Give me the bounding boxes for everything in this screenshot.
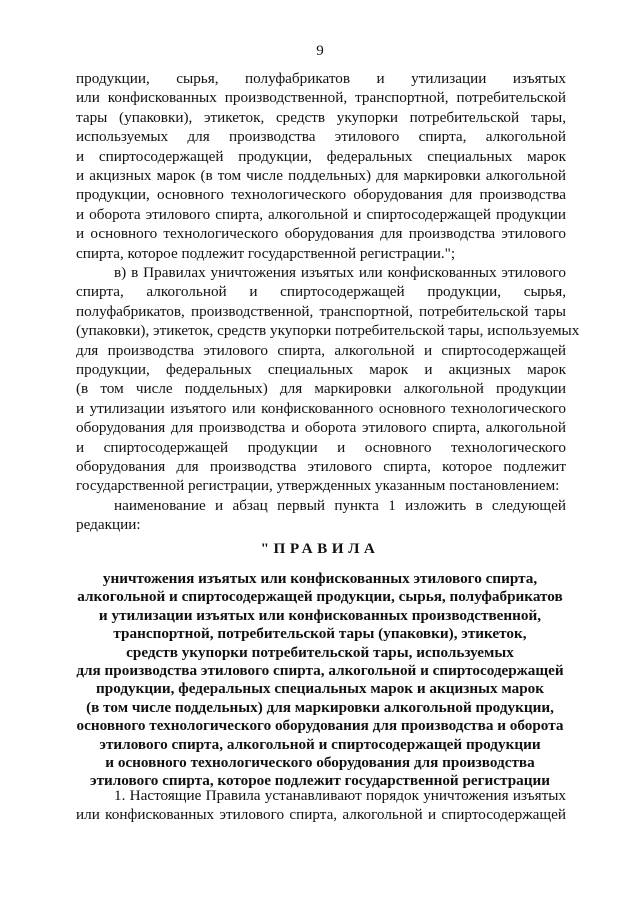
heading-line: алкогольной и спиртосодержащей продукции, сырья, полуфабрикатов xyxy=(77,588,563,606)
heading-line: (в том числе поддельных) для маркировки алкогольной продукции, xyxy=(86,698,554,716)
text-line: или конфискованных этилового спирта, алкогольной и спиртосодержащей xyxy=(76,806,566,824)
heading-line: и утилизации изъятых или конфискованных производственной, xyxy=(98,606,542,624)
text-line: и оборота этилового спирта, алкогольной и спиртосодержащей продукции xyxy=(76,205,566,223)
heading-line: этилового спирта, алкогольной и спиртосодержащей продукции xyxy=(99,735,541,753)
text-line: (в том числе поддельных) для маркировки алкогольной продукции xyxy=(76,380,566,398)
text-line: продукции, сырья, полуфабрикатов и утилизации изъятых xyxy=(76,70,566,87)
heading-line: основного технологического оборудования для производства и оборота xyxy=(76,717,564,735)
heading-line: уничтожения изъятых или конфискованных этилового спирта, xyxy=(102,570,538,587)
text-line: продукции, основного технологического оборудования для производства xyxy=(76,186,566,204)
heading-line: и основного технологического оборудования для производства xyxy=(105,753,535,771)
text-line: спирта, алкогольной и спиртосодержащей продукции, сырья, xyxy=(76,283,566,301)
page-number: 9 xyxy=(316,43,324,59)
rules-heading xyxy=(40,539,600,791)
text-line: государственной регистрации, утвержденных указанным постановлением: xyxy=(76,477,560,495)
heading-line: для производства этилового спирта, алкогольной и спиртосодержащей xyxy=(76,661,564,679)
text-line: для производства этилового спирта, алкогольной и спиртосодержащей xyxy=(76,341,566,359)
point-1-paragraph xyxy=(76,786,566,825)
text-line: оборудования для производства этилового спирта, которое подлежит xyxy=(76,457,566,475)
text-line: используемых для производства этилового спирта, алкогольной xyxy=(76,128,566,146)
text-line: оборудования для производства и оборота этилового спирта, алкогольной xyxy=(76,419,566,437)
text-line: и акцизных марок (в том числе поддельных) для маркировки алкогольной xyxy=(76,166,566,184)
heading-title: "ПРАВИЛА xyxy=(260,540,380,557)
text-line: и основного технологического оборудования для производства этилового xyxy=(76,225,566,243)
text-line: редакции: xyxy=(76,516,141,534)
text-line: и спиртосодержащей продукции, федеральных специальных марок xyxy=(76,147,566,165)
heading-line: продукции, федеральных специальных марок и акцизных марок xyxy=(96,680,544,698)
text-line: 1. Настоящие Правила устанавливают порядок уничтожения изъятых xyxy=(114,787,566,804)
text-line: тары (упаковки), этикеток, средств укупорки потребительской тары, xyxy=(76,108,566,126)
text-line: (упаковки), этикеток, средств укупорки потребительской тары, используемых xyxy=(76,322,580,340)
heading-line: этилового спирта, которое подлежит государственной регистрации xyxy=(90,772,550,790)
text-line: спирта, которое подлежит государственной регистрации."; xyxy=(76,244,456,262)
text-line: или конфискованных производственной, транспортной, потребительской xyxy=(76,89,566,107)
text-line: в) в Правилах уничтожения изъятых или конфискованных этилового xyxy=(114,264,566,281)
text-line: и спиртосодержащей продукции и основного технологического xyxy=(76,438,566,456)
instruction-paragraph xyxy=(76,496,566,535)
text-line: продукции, федеральных специальных марок и акцизных марок xyxy=(76,360,566,378)
continuation-paragraph xyxy=(76,69,566,263)
heading-line: средств укупорки потребительской тары, используемых xyxy=(126,643,514,661)
paragraph-v xyxy=(76,263,580,496)
heading-line: транспортной, потребительской тары (упаковки), этикеток, xyxy=(113,625,527,643)
text-line: полуфабрикатов, производственной, транспортной, потребительской тары xyxy=(76,302,566,320)
text-line: и утилизации изъятого или конфискованного основного технологического xyxy=(76,399,566,417)
text-line: наименование и абзац первый пункта 1 изложить в следующей xyxy=(114,497,566,514)
